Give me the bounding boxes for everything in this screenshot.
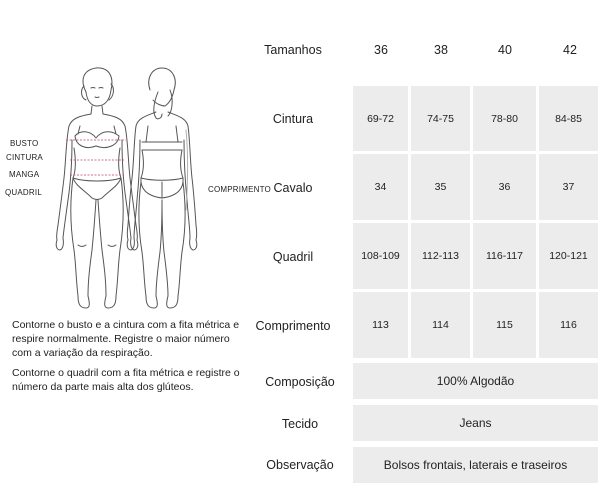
size-head-40: 40 <box>498 43 512 57</box>
instruction-hip: Contorne o quadril com a fita métrica e registre o número da parte mais alta dos glúteos. <box>12 367 240 393</box>
cell-cintura-38: 74-75 <box>411 86 470 151</box>
size-head-38: 38 <box>434 43 448 57</box>
row-label-observacao: Observação <box>266 458 334 472</box>
row-label-quadril: Quadril <box>272 250 314 264</box>
cell-comprimento-40: 115 <box>473 292 536 358</box>
cell-cavalo-38: 35 <box>411 154 470 220</box>
row-label-tecido: Tecido <box>281 417 319 431</box>
label-comprimento: COMPRIMENTO <box>208 185 271 194</box>
cell-cintura-42: 84-85 <box>539 86 598 151</box>
cell-quadril-38: 112-113 <box>411 223 470 289</box>
row-label-cavalo: Cavalo <box>273 181 313 195</box>
row-label-comprimento: Comprimento <box>255 319 331 333</box>
row-label-composicao: Composição <box>265 375 335 389</box>
cell-tecido: Jeans <box>353 405 598 441</box>
cell-cavalo-36: 34 <box>353 154 408 220</box>
cell-composicao: 100% Algodão <box>353 363 598 399</box>
label-quadril: QUADRIL <box>5 188 42 197</box>
label-busto: BUSTO <box>10 139 39 148</box>
size-head-42: 42 <box>563 43 577 57</box>
cell-cavalo-42: 37 <box>539 154 598 220</box>
cell-observacao: Bolsos frontais, laterais e traseiros <box>353 447 598 483</box>
cell-cintura-36: 69-72 <box>353 86 408 151</box>
cell-quadril-42: 120-121 <box>539 223 598 289</box>
instruction-bust-waist: Contorne o busto e a cintura com a fita métrica e respire normalmente. Registre o maior número com a variação da respiração. <box>12 319 240 359</box>
row-label-cintura: Cintura <box>272 112 314 126</box>
cell-comprimento-42: 116 <box>539 292 598 358</box>
cell-comprimento-36: 113 <box>353 292 408 358</box>
cell-cavalo-40: 36 <box>473 154 536 220</box>
cell-quadril-36: 108-109 <box>353 223 408 289</box>
cell-comprimento-38: 114 <box>411 292 470 358</box>
header-tamanhos: Tamanhos <box>264 43 322 57</box>
size-head-36: 36 <box>374 43 388 57</box>
cell-cintura-40: 78-80 <box>473 86 536 151</box>
label-manga: MANGA <box>9 170 40 179</box>
cell-quadril-40: 116-117 <box>473 223 536 289</box>
label-cintura: CINTURA <box>6 153 43 162</box>
